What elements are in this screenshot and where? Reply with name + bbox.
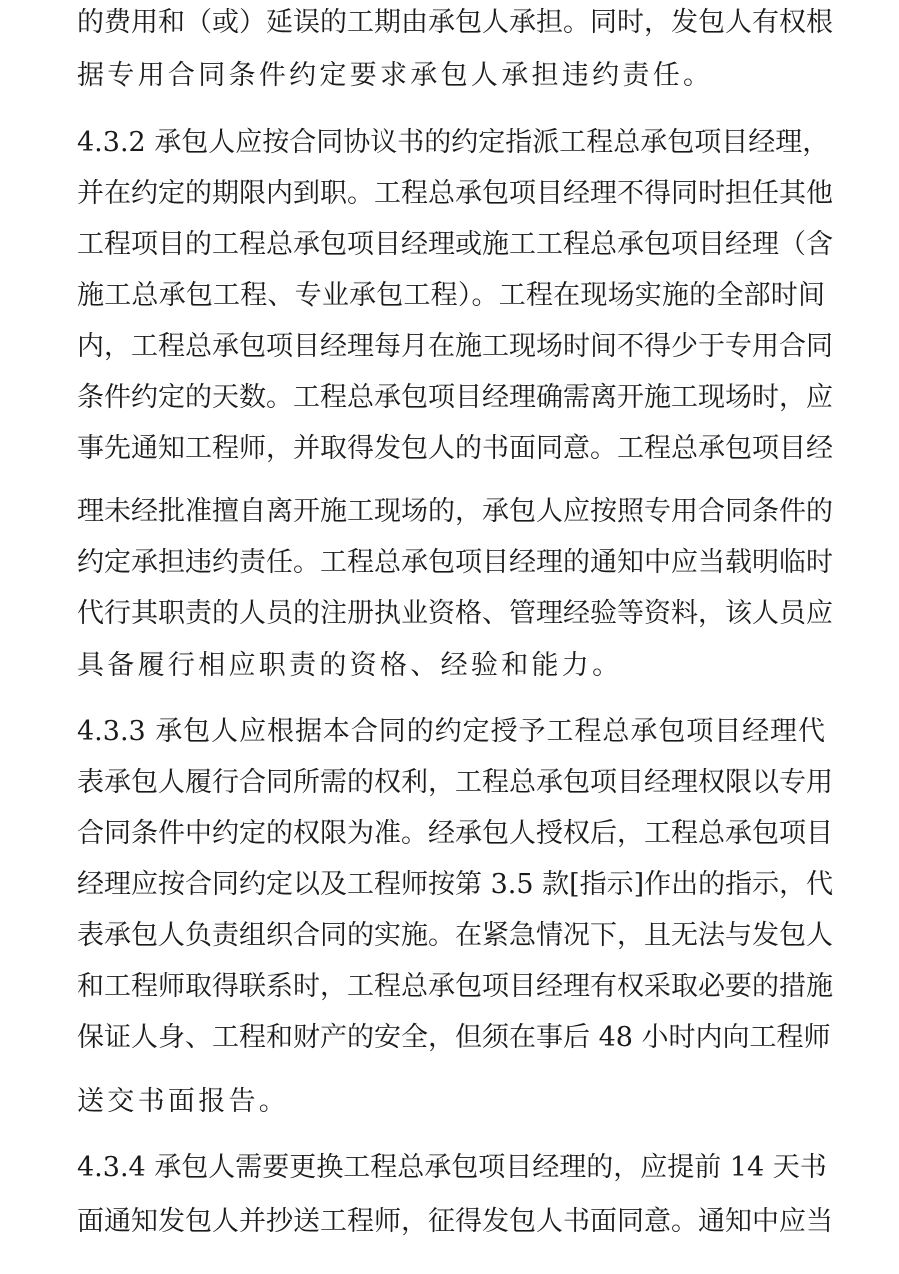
text-line: 工程项目的工程总承包项目经理或施工工程总承包项目经理（含: [77, 229, 833, 260]
clause-4-3-2-line: 4.3.2 承包人应按合同协议书的约定指派工程总承包项目经理，: [77, 127, 830, 158]
text-line: 表承包人履行合同所需的权利，工程总承包项目经理权限以专用: [77, 767, 833, 798]
text-line: 施工总承包工程、专业承包工程）。工程在现场实施的全部时间: [77, 280, 825, 311]
text-line: 据专用合同条件约定要求承包人承担违约责任。: [77, 60, 714, 91]
text-line: 内，工程总承包项目经理每月在施工现场时间不得少于专用合同: [77, 331, 833, 362]
text-line: 和工程师取得联系时，工程总承包项目经理有权采取必要的措施: [77, 971, 833, 1002]
clause-4-3-3-line: 4.3.3 承包人应根据本合同的约定授予工程总承包项目经理代: [77, 716, 825, 747]
text-line: 代行其职责的人员的注册执业资格、管理经验等资料，该人员应: [77, 598, 833, 629]
text-line: 经理应按合同约定以及工程师按第 3.5 款[指示]作出的指示，代: [77, 869, 834, 900]
text-line: 事先通知工程师，并取得发包人的书面同意。工程总承包项目经: [77, 433, 833, 464]
text-line: 合同条件中约定的权限为准。经承包人授权后，工程总承包项目: [77, 818, 833, 849]
text-line: 表承包人负责组织合同的实施。在紧急情况下，且无法与发包人: [77, 920, 833, 951]
clause-4-3-4-line: 4.3.4 承包人需要更换工程总承包项目经理的，应提前 14 天书: [77, 1152, 827, 1183]
text-line: 的费用和（或）延误的工期由承包人承担。同时，发包人有权根: [77, 7, 833, 38]
text-line: 具备履行相应职责的资格、经验和能力。: [77, 650, 623, 681]
text-line: 送交书面报告。: [77, 1086, 290, 1117]
text-line: 条件约定的天数。工程总承包项目经理确需离开施工现场时，应: [77, 382, 833, 413]
text-line: 面通知发包人并抄送工程师，征得发包人书面同意。通知中应当: [77, 1206, 833, 1237]
text-line: 并在约定的期限内到职。工程总承包项目经理不得同时担任其他: [77, 178, 833, 209]
text-line: 约定承担违约责任。工程总承包项目经理的通知中应当载明临时: [77, 547, 833, 578]
text-line: 理未经批准擅自离开施工现场的，承包人应按照专用合同条件的: [77, 496, 833, 527]
text-line: 保证人身、工程和财产的安全，但须在事后 48 小时内向工程师: [77, 1022, 831, 1053]
